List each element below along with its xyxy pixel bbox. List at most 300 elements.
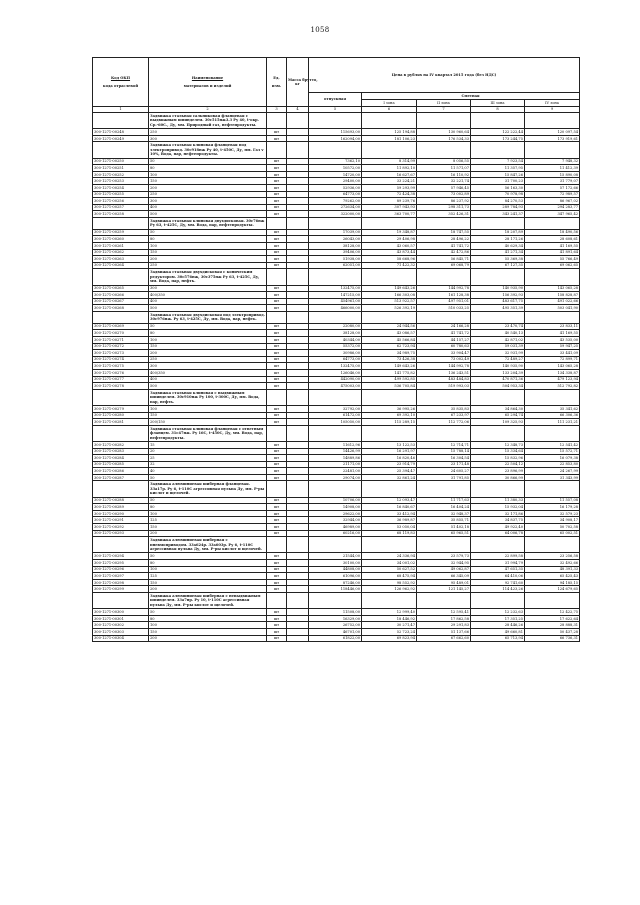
row-price-zone-1: 149 643,26	[362, 285, 417, 292]
row-code: 300-1271-00292	[93, 524, 149, 531]
table-row	[93, 129, 580, 136]
row-price-otpusk: 22080,00	[309, 323, 362, 330]
row-diameter: 80	[149, 560, 267, 567]
row-price-zone-2: 112 772,06	[417, 419, 471, 426]
price-table-body	[93, 113, 580, 642]
row-diameter: 300	[149, 363, 267, 370]
table-row	[93, 229, 580, 236]
row-price-zone-1: 62 723,94	[362, 343, 417, 350]
group-empty-cell	[287, 113, 309, 129]
row-diameter: 250	[149, 356, 267, 363]
row-price-zone-1: 68 119,83	[362, 530, 417, 537]
row-price-zone-4: 28 888,31	[525, 622, 580, 629]
group-empty-cell	[525, 389, 580, 405]
group-empty-cell	[471, 481, 525, 497]
group-empty-cell	[471, 217, 525, 229]
row-price-zone-2: 33 904,47	[417, 350, 471, 357]
row-diameter: 80	[149, 236, 267, 243]
row-price-zone-1: 53 050,04	[362, 524, 417, 531]
row-price-zone-4: 94 185,15	[525, 579, 580, 586]
row-price-zone-3: 11 357,95	[471, 165, 525, 172]
row-code: 300-1271-00252	[93, 171, 149, 178]
row-mass	[287, 204, 309, 211]
row-price-zone-4: 57 172,66	[525, 185, 580, 192]
row-price-zone-4: 11 412,39	[525, 165, 580, 172]
row-code: 300-1271-00300	[93, 609, 149, 616]
group-empty-cell	[309, 311, 362, 323]
col-number-1: 1	[93, 107, 149, 113]
row-unit: шт	[267, 198, 287, 205]
row-price-zone-3: 31 700,23	[471, 178, 525, 185]
group-empty-cell	[362, 537, 417, 553]
row-code: 300-1271-00293	[93, 530, 149, 537]
row-price-zone-3: 15 832,96	[471, 455, 525, 462]
row-price-zone-4: 347 965,42	[525, 211, 580, 218]
row-diameter: 50	[149, 158, 267, 165]
row-code: 300-1271-00267	[93, 298, 149, 305]
row-mass	[287, 350, 309, 357]
row-price-otpusk: 10572,00	[309, 165, 362, 172]
row-diameter: 300	[149, 135, 267, 142]
row-diameter: 80	[149, 330, 267, 337]
row-unit: шт	[267, 441, 287, 448]
row-price-otpusk: 61096,00	[309, 573, 362, 580]
group-empty-cell	[362, 389, 417, 405]
row-price-otpusk: 10706,00	[309, 497, 362, 504]
row-diameter: 400/350	[149, 369, 267, 376]
table-row	[93, 185, 580, 192]
row-price-zone-3: 11 380,33	[471, 497, 525, 504]
row-price-zone-2: 32 221,74	[417, 178, 471, 185]
row-code: 300-1271-00269	[93, 323, 149, 330]
row-code: 300-1271-00258	[93, 211, 149, 218]
header-unit	[267, 58, 287, 107]
row-price-zone-4: 11 557,08	[525, 497, 580, 504]
row-price-zone-1: 73 426,38	[362, 356, 417, 363]
row-price-zone-1: 126 962,92	[362, 586, 417, 593]
header-zone-2: II зона	[417, 100, 471, 107]
row-price-zone-3: 22 899,58	[471, 553, 525, 560]
row-mass	[287, 171, 309, 178]
page-number: 1058	[310, 26, 330, 34]
row-price-zone-2: 24 605,27	[417, 468, 471, 475]
row-mass	[287, 185, 309, 192]
row-price-zone-2: 41 741,72	[417, 330, 471, 337]
row-unit: шт	[267, 405, 287, 412]
row-unit: шт	[267, 298, 287, 305]
row-price-zone-1: 25 394,47	[362, 468, 417, 475]
group-empty-cell	[267, 311, 287, 323]
row-price-zone-2: 44 157,27	[417, 336, 471, 343]
row-price-otpusk: 32792,00	[309, 405, 362, 412]
row-unit: шт	[267, 517, 287, 524]
group-empty-cell	[362, 593, 417, 609]
row-price-otpusk: 115693,00	[309, 129, 362, 136]
col-number-9: 9	[525, 107, 580, 113]
row-unit: шт	[267, 229, 287, 236]
row-unit: шт	[267, 573, 287, 580]
row-price-zone-3: 92 741,60	[471, 579, 525, 586]
table-row	[93, 441, 580, 448]
row-unit: шт	[267, 579, 287, 586]
group-empty-cell	[93, 537, 149, 553]
row-mass	[287, 383, 309, 390]
row-price-otpusk: 30100,00	[309, 560, 362, 567]
row-price-zone-2: 67 662,60	[417, 635, 471, 642]
group-empty-cell	[417, 425, 471, 441]
row-price-zone-4: 7 948,32	[525, 158, 580, 165]
row-code: 300-1271-00248	[93, 129, 149, 136]
row-price-zone-1: 43 086,57	[362, 330, 417, 337]
row-unit: шт	[267, 129, 287, 136]
group-empty-cell	[471, 425, 525, 441]
row-unit: шт	[267, 330, 287, 337]
table-row	[93, 211, 580, 218]
row-diameter: 400	[149, 298, 267, 305]
group-empty-cell	[525, 593, 580, 609]
table-row	[93, 635, 580, 642]
row-price-zone-2: 95 489,01	[417, 579, 471, 586]
row-code: 300-1271-00253	[93, 178, 149, 185]
row-unit: шт	[267, 586, 287, 593]
table-row	[93, 336, 580, 343]
row-unit: шт	[267, 419, 287, 426]
row-unit: шт	[267, 455, 287, 462]
row-price-otpusk: 79262,00	[309, 198, 362, 205]
group-empty-cell	[525, 481, 580, 497]
row-price-zone-4: 32 579,23	[525, 510, 580, 517]
row-price-otpusk: 46989,00	[309, 524, 362, 531]
row-unit: шт	[267, 256, 287, 263]
row-price-zone-2: 69 068,79	[417, 262, 471, 269]
row-price-zone-2: 28 496,22	[417, 236, 471, 243]
row-price-zone-1: 36 995,26	[362, 405, 417, 412]
table-row	[93, 615, 580, 622]
row-unit: шт	[267, 468, 287, 475]
group-empty-cell	[267, 269, 287, 285]
row-diameter: 100	[149, 622, 267, 629]
row-price-zone-1: 43 873,44	[362, 249, 417, 256]
row-price-otpusk: 11612,96	[309, 441, 362, 448]
row-price-zone-4: 143 065,28	[525, 285, 580, 292]
row-diameter: 200	[149, 256, 267, 263]
row-mass	[287, 468, 309, 475]
row-mass	[287, 178, 309, 185]
row-price-zone-4: 503 041,90	[525, 305, 580, 312]
row-price-zone-4: 41 169,55	[525, 242, 580, 249]
row-unit: шт	[267, 191, 287, 198]
row-price-zone-3: 12 232,63	[471, 609, 525, 616]
row-price-otpusk: 442090,00	[309, 376, 362, 383]
row-price-zone-2: 67 233,97	[417, 412, 471, 419]
group-empty-cell	[93, 217, 149, 229]
row-price-zone-4: 50 702,58	[525, 524, 580, 531]
row-price-zone-4: 23 833,11	[525, 323, 580, 330]
group-empty-cell	[287, 311, 309, 323]
header-code-sub: кода отраслевой	[102, 84, 138, 89]
row-price-zone-3: 42 871,02	[471, 336, 525, 343]
row-price-zone-3: 18 207,89	[471, 229, 525, 236]
row-price-otpusk: 64773,00	[309, 356, 362, 363]
row-price-zone-2: 497 951,01	[417, 298, 471, 305]
row-price-zone-1: 32 861,24	[362, 474, 417, 481]
group-title: Задвижка алюминиевая шиберная фланцевая. 33а17р. Ру 6, t-110С агрессивная пульпа Ду, мм. Р-ры кислот и щелочей.	[149, 481, 267, 497]
row-unit: шт	[267, 135, 287, 142]
group-empty-cell	[267, 425, 287, 441]
row-mass	[287, 448, 309, 455]
row-price-zone-3: 28 446,26	[471, 622, 525, 629]
row-price-zone-3: 56 163,30	[471, 185, 525, 192]
group-empty-cell	[525, 217, 580, 229]
row-price-zone-2: 161 128,38	[417, 292, 471, 299]
row-diameter: 150	[149, 412, 267, 419]
row-unit: шт	[267, 350, 287, 357]
row-price-otpusk: 322000,00	[309, 211, 362, 218]
row-price-zone-3: 15 334,64	[471, 448, 525, 455]
row-price-zone-1: 36 989,87	[362, 517, 417, 524]
group-empty-cell	[287, 217, 309, 229]
row-price-zone-1: 23 914,79	[362, 461, 417, 468]
row-diameter: 80	[149, 165, 267, 172]
row-code: 300-1271-00249	[93, 135, 149, 142]
row-price-zone-1: 307 943,93	[362, 204, 417, 211]
row-diameter: 50	[149, 553, 267, 560]
row-mass	[287, 376, 309, 383]
row-price-zone-2: 23 171,48	[417, 461, 471, 468]
group-empty-cell	[309, 593, 362, 609]
row-price-zone-1: 536 705,84	[362, 383, 417, 390]
group-empty-cell	[362, 269, 417, 285]
row-price-zone-1: 33 412,94	[362, 510, 417, 517]
row-unit: шт	[267, 178, 287, 185]
table-row	[93, 566, 580, 573]
row-diameter: 80	[149, 615, 267, 622]
group-empty-cell	[309, 537, 362, 553]
row-price-otpusk: 51938,00	[309, 256, 362, 263]
row-price-zone-4: 23 256,58	[525, 553, 580, 560]
group-empty-cell	[93, 425, 149, 441]
row-price-zone-3: 470 871,36	[471, 376, 525, 383]
row-price-otpusk: 17039,00	[309, 229, 362, 236]
row-diameter: 400/350	[149, 292, 267, 299]
table-row	[93, 383, 580, 390]
row-price-zone-1: 24 336,94	[362, 553, 417, 560]
row-unit: шт	[267, 553, 287, 560]
row-price-zone-3: 173 244,75	[471, 135, 525, 142]
row-price-zone-3: 15 932,04	[471, 504, 525, 511]
row-code: 300-1271-00277	[93, 376, 149, 383]
table-row	[93, 553, 580, 560]
row-mass	[287, 615, 309, 622]
row-diameter: 125	[149, 573, 267, 580]
row-diameter: 50	[149, 474, 267, 481]
row-mass	[287, 586, 309, 593]
row-mass	[287, 412, 309, 419]
table-row	[93, 376, 580, 383]
row-price-zone-4: 50 437,28	[525, 629, 580, 636]
row-price-zone-1: 181 106,23	[362, 135, 417, 142]
group-empty-cell	[471, 311, 525, 323]
row-price-otpusk: 7362,10	[309, 158, 362, 165]
row-price-zone-1: 29 406,98	[362, 236, 417, 243]
row-mass	[287, 305, 309, 312]
row-diameter: 50	[149, 497, 267, 504]
group-header-row	[93, 269, 580, 285]
row-price-zone-1: 8 314,99	[362, 158, 417, 165]
row-code: 300-1271-00294	[93, 553, 149, 560]
row-price-zone-1: 45 566,84	[362, 336, 417, 343]
row-price-otpusk: 38128,00	[309, 242, 362, 249]
row-mass	[287, 622, 309, 629]
row-code: 300-1271-00273	[93, 350, 149, 357]
row-code: 300-1271-00299	[93, 586, 149, 593]
row-diameter: 150	[149, 343, 267, 350]
row-mass	[287, 198, 309, 205]
row-code: 300-1271-00262	[93, 249, 149, 256]
group-empty-cell	[362, 311, 417, 323]
row-price-zone-1: 71 422,32	[362, 262, 417, 269]
row-price-zone-3: 32 931,99	[471, 350, 525, 357]
row-price-otpusk: 11508,00	[309, 609, 362, 616]
row-price-zone-3: 34 864,30	[471, 405, 525, 412]
row-code: 300-1271-00279	[93, 405, 149, 412]
row-price-otpusk: 38128,00	[309, 330, 362, 337]
row-price-zone-3: 343 241,37	[471, 211, 525, 218]
table-row	[93, 242, 580, 249]
table-row	[93, 236, 580, 243]
group-empty-cell	[309, 389, 362, 405]
row-price-zone-1: 499 592,85	[362, 376, 417, 383]
row-code: 300-1271-00302	[93, 622, 149, 629]
group-empty-cell	[525, 425, 580, 441]
row-price-zone-2: 60 780,63	[417, 343, 471, 350]
table-row	[93, 474, 580, 481]
row-diameter: 200	[149, 586, 267, 593]
row-diameter: 300	[149, 285, 267, 292]
group-empty-cell	[93, 142, 149, 158]
row-price-otpusk: 30986,00	[309, 350, 362, 357]
row-price-zone-1: 52 723,24	[362, 629, 417, 636]
row-diameter: 125	[149, 517, 267, 524]
row-price-zone-3: 12 348,73	[471, 441, 525, 448]
row-price-zone-1: 12 093,47	[362, 497, 417, 504]
table-row	[93, 455, 580, 462]
group-empty-cell	[362, 217, 417, 229]
row-price-zone-2: 352 426,31	[417, 211, 471, 218]
header-zone-4: IV зона	[525, 100, 580, 107]
row-price-zone-2: 57 946,45	[417, 185, 471, 192]
group-empty-cell	[417, 217, 471, 229]
row-price-zone-2: 8 056,55	[417, 158, 471, 165]
col-number-8: 8	[471, 107, 525, 113]
group-empty-cell	[309, 142, 362, 158]
table-row	[93, 369, 580, 376]
col-number-5: 5	[309, 107, 362, 113]
row-price-zone-1: 24 944,56	[362, 323, 417, 330]
row-price-zone-1: 18 446,92	[362, 615, 417, 622]
row-price-otpusk: 147215,00	[309, 292, 362, 299]
row-price-zone-4: 55 766,49	[525, 256, 580, 263]
row-price-zone-4: 294 283,77	[525, 204, 580, 211]
group-empty-cell	[471, 593, 525, 609]
row-price-zone-3: 40 629,34	[471, 242, 525, 249]
row-mass	[287, 285, 309, 292]
row-code: 300-1271-00282	[93, 441, 149, 448]
header-smetnaya: Сметная	[362, 93, 580, 100]
table-row	[93, 256, 580, 263]
row-unit: шт	[267, 185, 287, 192]
group-empty-cell	[525, 113, 580, 129]
table-row	[93, 343, 580, 350]
row-code: 300-1271-00250	[93, 158, 149, 165]
row-unit: шт	[267, 530, 287, 537]
group-header-row	[93, 311, 580, 323]
group-header-row	[93, 425, 580, 441]
row-diameter: 250	[149, 129, 267, 136]
row-price-zone-2: 32 948,37	[417, 510, 471, 517]
group-empty-cell	[417, 269, 471, 285]
row-price-zone-4: 69 062,65	[525, 262, 580, 269]
row-diameter: 150	[149, 579, 267, 586]
row-mass	[287, 135, 309, 142]
row-price-zone-4: 491 022,66	[525, 298, 580, 305]
row-mass	[287, 474, 309, 481]
row-price-otpusk: 64773,00	[309, 191, 362, 198]
row-price-zone-3: 30 866,99	[471, 474, 525, 481]
row-price-zone-2: 144 992,78	[417, 363, 471, 370]
row-price-zone-3: 23 896,99	[471, 468, 525, 475]
group-empty-cell	[267, 142, 287, 158]
row-mass	[287, 635, 309, 642]
group-empty-cell	[309, 269, 362, 285]
row-diameter: 250	[149, 262, 267, 269]
row-price-zone-4: 33 441,09	[525, 350, 580, 357]
group-title: Задвижка стальная клиновая с выдвижным шпинделем. 30с910нж Ру 100, t-300С, Ду, мм. Вода, пар, нефть.	[149, 389, 267, 405]
group-header-row	[93, 142, 580, 158]
row-mass	[287, 461, 309, 468]
row-price-otpusk: 132475,00	[309, 363, 362, 370]
group-header-row	[93, 593, 580, 609]
row-price-zone-4: 66 306,36	[525, 412, 580, 419]
row-price-otpusk: 44808,00	[309, 566, 362, 573]
row-price-otpusk: 46701,00	[309, 629, 362, 636]
price-table	[92, 57, 580, 642]
group-header-row	[93, 113, 580, 129]
table-row	[93, 356, 580, 363]
group-empty-cell	[525, 311, 580, 323]
row-price-zone-4: 173 919,61	[525, 135, 580, 142]
group-title: Задвижка стальная сальниковая фланцевая с выдвижным шпинделем. 30с515нж3.3 Ру 40, t-окр. Ср.-60С., Ду, мм. Природный газ, нефтепродукты.	[149, 113, 267, 129]
table-row	[93, 204, 580, 211]
row-price-zone-4: 86 967,02	[525, 198, 580, 205]
row-diameter: 500	[149, 305, 267, 312]
row-price-zone-3: 109 325,93	[471, 419, 525, 426]
col-number-2: 2	[149, 107, 267, 113]
row-price-zone-4: 35 341,62	[525, 405, 580, 412]
row-price-zone-2: 51 402,18	[417, 524, 471, 531]
row-mass	[287, 229, 309, 236]
row-mass	[287, 343, 309, 350]
header-zone-1: I зона	[362, 100, 417, 107]
row-code: 300-1271-00263	[93, 256, 149, 263]
row-diameter: 100	[149, 510, 267, 517]
group-empty-cell	[471, 142, 525, 158]
group-empty-cell	[93, 593, 149, 609]
row-code: 300-1271-00257	[93, 204, 149, 211]
row-mass	[287, 356, 309, 363]
row-price-zone-4: 512 792,82	[525, 383, 580, 390]
row-unit: шт	[267, 236, 287, 243]
